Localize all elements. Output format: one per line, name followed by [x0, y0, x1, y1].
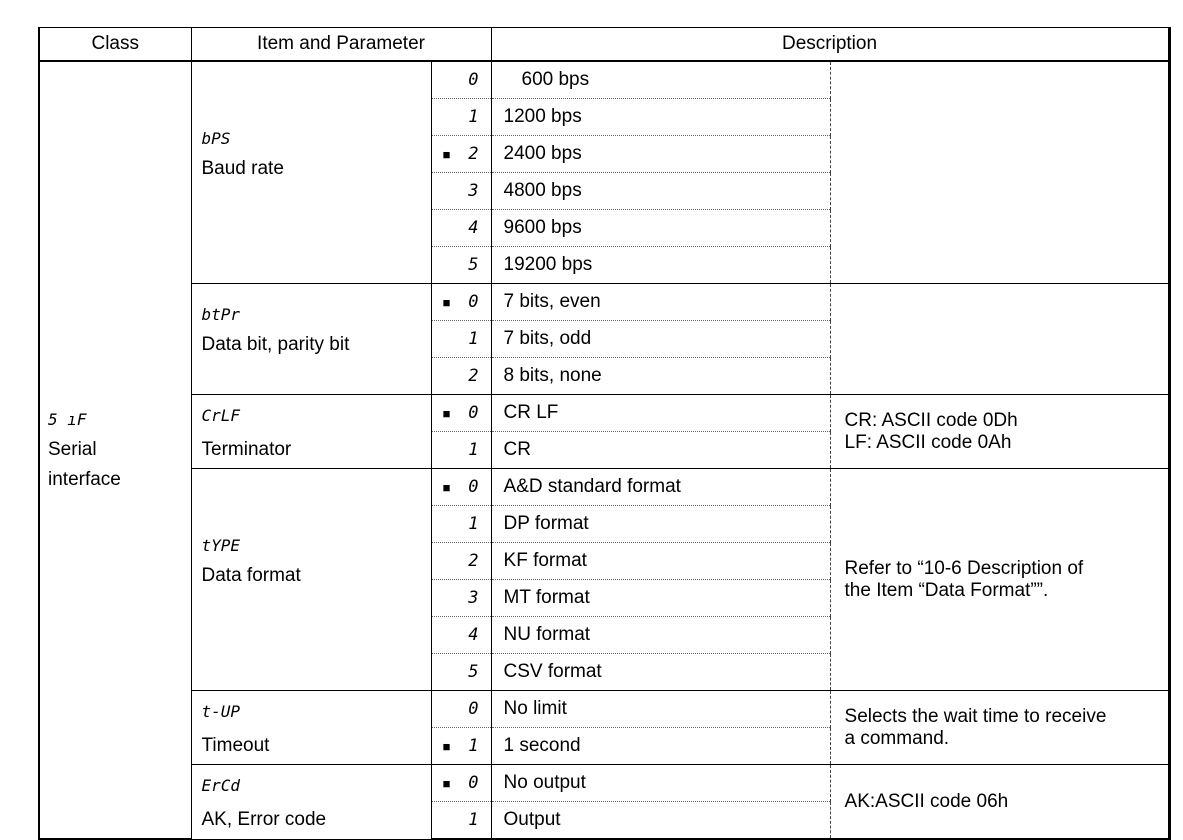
- option-number: ■ 0: [431, 284, 491, 321]
- option-number: 5: [431, 654, 491, 691]
- option-value: 4800 bps: [491, 173, 830, 210]
- option-number: ■ 1: [431, 728, 491, 765]
- option-number: 0: [431, 61, 491, 99]
- default-marker: ■: [442, 147, 451, 162]
- item-label: Terminator: [201, 439, 292, 460]
- item-terminator: [191, 395, 431, 469]
- option-value: 2400 bps: [491, 136, 830, 173]
- option-number: 1: [431, 99, 491, 136]
- option-number: 1: [431, 432, 491, 469]
- table-row: [39, 61, 1169, 99]
- item-label: Data format: [201, 565, 301, 586]
- option-value: 1 second: [491, 728, 830, 765]
- item-code: tYPE: [201, 536, 241, 555]
- option-number: 2: [431, 358, 491, 395]
- default-marker: ■: [442, 776, 451, 791]
- table-row: [39, 765, 1169, 802]
- note-line: a command.: [844, 727, 950, 749]
- option-value: Output: [491, 802, 830, 840]
- option-number: 3: [431, 173, 491, 210]
- note-line: LF: ASCII code 0Ah: [844, 431, 1012, 453]
- option-value: 19200 bps: [491, 247, 830, 284]
- option-number: ■ 0: [431, 395, 491, 432]
- option-value: No output: [491, 765, 830, 802]
- item-error-code: [191, 765, 431, 840]
- note-line: AK:ASCII code 06h: [844, 790, 1009, 812]
- note-cell: [830, 469, 1169, 691]
- note-cell: [830, 765, 1169, 840]
- item-label: AK, Error code: [201, 809, 327, 830]
- option-value: 600 bps: [491, 61, 830, 99]
- option-number: 4: [431, 617, 491, 654]
- option-value: 9600 bps: [491, 210, 830, 247]
- option-value: KF format: [491, 543, 830, 580]
- header-description: Description: [491, 28, 1169, 62]
- option-value: DP format: [491, 506, 830, 543]
- note-line: Refer to “10-6 Description of: [844, 557, 1084, 579]
- option-number: 1: [431, 506, 491, 543]
- option-number: ■ 0: [431, 765, 491, 802]
- note-line: CR: ASCII code 0Dh: [844, 409, 1018, 431]
- settings-table: [38, 27, 1171, 840]
- default-marker: ■: [442, 295, 451, 310]
- default-marker: ■: [442, 739, 451, 754]
- table-row: [39, 691, 1169, 728]
- note-cell: [830, 61, 1169, 284]
- header-class: Class: [39, 28, 191, 62]
- item-label: Data bit, parity bit: [201, 334, 350, 355]
- item-label: Baud rate: [201, 158, 284, 179]
- item-data-format: [191, 469, 431, 691]
- default-marker: ■: [442, 406, 451, 421]
- item-baud-rate: [191, 61, 431, 284]
- option-number: 1: [431, 321, 491, 358]
- option-value: CR: [491, 432, 830, 469]
- option-value: No limit: [491, 691, 830, 728]
- class-label-line2: interface: [48, 469, 121, 490]
- default-marker: ■: [442, 480, 451, 495]
- item-timeout: [191, 691, 431, 765]
- note-line: the Item “Data Format””.: [844, 579, 1049, 601]
- option-value: 7 bits, even: [491, 284, 830, 321]
- note-line: Selects the wait time to receive: [844, 705, 1107, 727]
- option-value: 8 bits, none: [491, 358, 830, 395]
- option-value: CSV format: [491, 654, 830, 691]
- option-value: MT format: [491, 580, 830, 617]
- item-label: Timeout: [201, 735, 270, 756]
- option-number: 3: [431, 580, 491, 617]
- item-code: CrLF: [201, 406, 241, 425]
- option-number: ■ 0: [431, 469, 491, 506]
- item-code: ErCd: [201, 776, 241, 795]
- option-value: A&D standard format: [491, 469, 830, 506]
- option-value: 7 bits, odd: [491, 321, 830, 358]
- header-item: Item and Parameter: [191, 28, 491, 62]
- header-row: [39, 28, 1169, 62]
- item-code: bPS: [201, 129, 231, 148]
- option-number: 2: [431, 543, 491, 580]
- table-row: [39, 284, 1169, 321]
- option-value: NU format: [491, 617, 830, 654]
- item-code: t-UP: [201, 702, 241, 721]
- table-row: [39, 469, 1169, 506]
- class-label-line1: Serial: [48, 439, 97, 460]
- option-value: CR LF: [491, 395, 830, 432]
- note-cell: [830, 395, 1169, 469]
- note-cell: [830, 691, 1169, 765]
- option-number: 4: [431, 210, 491, 247]
- table-row: [39, 395, 1169, 432]
- option-number: 1: [431, 802, 491, 840]
- option-value: 1200 bps: [491, 99, 830, 136]
- class-cell: [39, 61, 191, 839]
- option-number: 0: [431, 691, 491, 728]
- item-code: btPr: [201, 305, 241, 324]
- item-data-bit-parity: [191, 284, 431, 395]
- note-cell: [830, 284, 1169, 395]
- class-code: 5 ıF: [48, 410, 87, 429]
- option-number: ■ 2: [431, 136, 491, 173]
- option-number: 5: [431, 247, 491, 284]
